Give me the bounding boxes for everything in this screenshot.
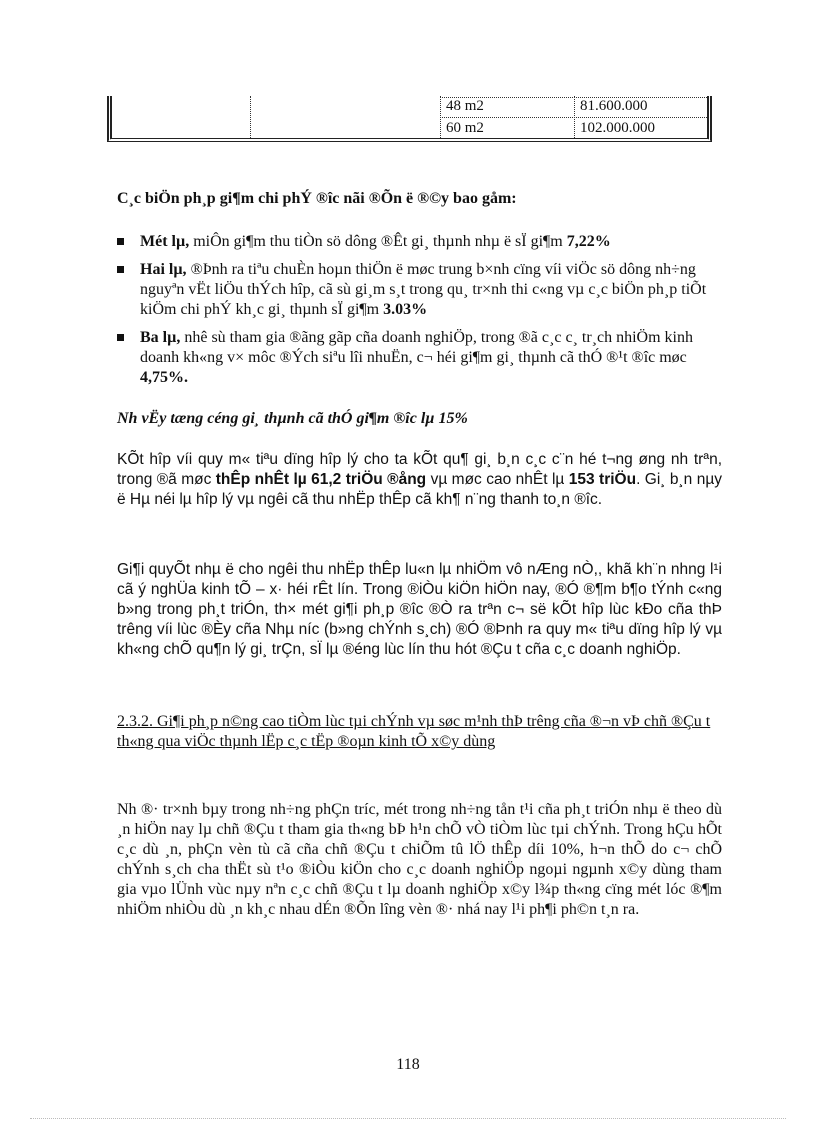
bullet-square-icon (117, 266, 124, 273)
list-item-text: nhê sù tham gia ®ãng gãp cña doanh nghiÖp, trong ®ã c¸c c¸ tr¸ch nhiÖm kinh doanh kh«ng v× môc ®Ých siªu lîi nhuËn, c¬ héi gi¶m gi¸ thµnh cã thÓ ®¹t ®îc møc (140, 329, 693, 366)
page-bottom-border (30, 1118, 786, 1119)
list-item-text: miÔn gi¶m thu tiÒn sö dông ®Êt gi¸ thµnh nhµ ë sÏ gi¶m (189, 233, 567, 250)
table-cell-price: 81.600.000 (580, 98, 648, 114)
list-item-text: ®Þnh ra tiªu chuÈn hoµn thiÖn ë møc trung b×nh cïng víi viÖc sö dông nh÷ng nguyªn vËt liÖu thÝch hîp, cã sù gi¸m s¸t trong qu¸ tr×nh thi c«ng vµ c¸c biÖn ph¸p tiÕt kiÖm chi phÝ kh¸c gi¸ thµnh sÏ gi¶m (140, 261, 707, 318)
list-item-value: 7,22% (566, 233, 611, 250)
bullet-square-icon (117, 334, 124, 341)
list-item (117, 328, 722, 388)
paragraph-text: KÕt hîp víi quy m« tiªu dïng hîp lý cho ta kÕt qu¶ gi¸ b¸n c¸c c¨n hé t¬ng øng nh trªn, trong ®ã møc (117, 451, 722, 488)
list-item-lead: Hai lµ, (140, 261, 187, 278)
paragraph-emphasis: 153 triÖu (568, 471, 637, 488)
price-table (107, 96, 712, 142)
section-heading: C¸c biÖn ph¸p gi¶m chi phÝ ®îc nãi ®Õn ë ®©y bao gåm: (117, 190, 517, 207)
page-number: 118 (396, 1056, 420, 1073)
paragraph-text: vµ møc cao nhÊt lµ (426, 471, 569, 488)
paragraph-price-result (117, 450, 722, 510)
list-item (117, 232, 722, 252)
paragraph-emphasis: thÊp nhÊt lµ 61,2 triÖu ®ång (215, 471, 427, 488)
cost-reduction-list (117, 232, 722, 396)
list-item-value: 3.03% (383, 301, 428, 318)
list-item-lead: Ba lµ, (140, 329, 181, 346)
paragraph-investor-capacity: Nh ®· tr×nh bµy trong nh÷ng phÇn tríc, mét trong nh÷ng tån t¹i cña ph¸t triÓn nhµ ë theo dù ¸n hiÖn nay lµ chñ ®Çu t tham gia th«ng bÞ h¹n chÕ vÒ tiÒm lùc tµi chÝnh. Trong hÇu hÕt c¸c dù ¸n, phÇn vèn tù cã cña chñ ®Çu t chiÕm tû lÖ thÊp díi 10%, h¬n thÕ do c¬ chÕ chÝnh s¸ch cha thËt sù t¹o ®iÒu kiÖn cho c¸c doanh nghiÖp ngoµi ngµnh x©y dùng tham gia vµo lÜnh vùc nµy nªn c¸c chñ ®Çu t lµ doanh nghiÖp x©y l¾p th«ng cïng mét lóc ®¶m nhiÖm nhiÒu dù ¸n kh¸c nhau dÉn ®Õn lîng vèn ®· nhá nay l¹i ph¶i ph©n t¸n ra. (117, 801, 722, 918)
list-item-lead: Mét lµ, (140, 233, 190, 250)
summary-line: Nh vËy tæng céng gi¸ thµnh cã thÓ gi¶m ®îc lµ 15% (117, 410, 468, 427)
subsection-heading: 2.3.2. Gi¶i ph¸p n©ng cao tiÒm lùc tµi chÝnh vµ søc m¹nh thÞ trêng cña ®¬n vÞ chñ ®Çu t th«ng qua viÖc thµnh lËp c¸c tËp ®oµn kinh tÕ x©y dùng (117, 713, 711, 750)
table-cell-area: 48 m2 (446, 98, 484, 114)
table-cell-area: 60 m2 (446, 120, 484, 136)
list-item-value: 4,75%. (140, 369, 188, 386)
paragraph-housing-solution: Gi¶i quyÕt nhµ ë cho ngêi thu nhËp thÊp lu«n lµ nhiÖm vô nÆng nÒ,, khã kh¨n nhng l¹i cã ý nghÜa kinh tÕ – x· héi rÊt lín. Trong ®iÒu kiÖn hiÖn nay, ®Ó ®¶m b¶o tÝnh c«ng b»ng trong ph¸t triÓn, th× mét gi¶i ph¸p ®îc ®Ò ra trªn c¬ së kÕt hîp lùc kÐo cña thÞ trêng víi lùc ®Èy cña Nhµ níc (b»ng chÝnh s¸ch) ®Ó ®Þnh ra quy m« tiªu dïng hîp lý vµ kh«ng chÕ qu¶n lý gi¸ trÇn, sÏ lµ ®éng lùc lín thu hót ®Çu t cña c¸c doanh nghiÖp. (117, 561, 722, 658)
table-cell-price: 102.000.000 (580, 120, 655, 136)
bullet-square-icon (117, 238, 124, 245)
paragraph-text: . Gi¸ b¸n nµy ë Hµ néi lµ hîp lý vµ ngêi cã thu nhËp thÊp cã kh¶ n¨ng thanh to¸n ®îc. (117, 471, 722, 508)
list-item (117, 260, 722, 320)
table-col-divider (250, 96, 251, 138)
